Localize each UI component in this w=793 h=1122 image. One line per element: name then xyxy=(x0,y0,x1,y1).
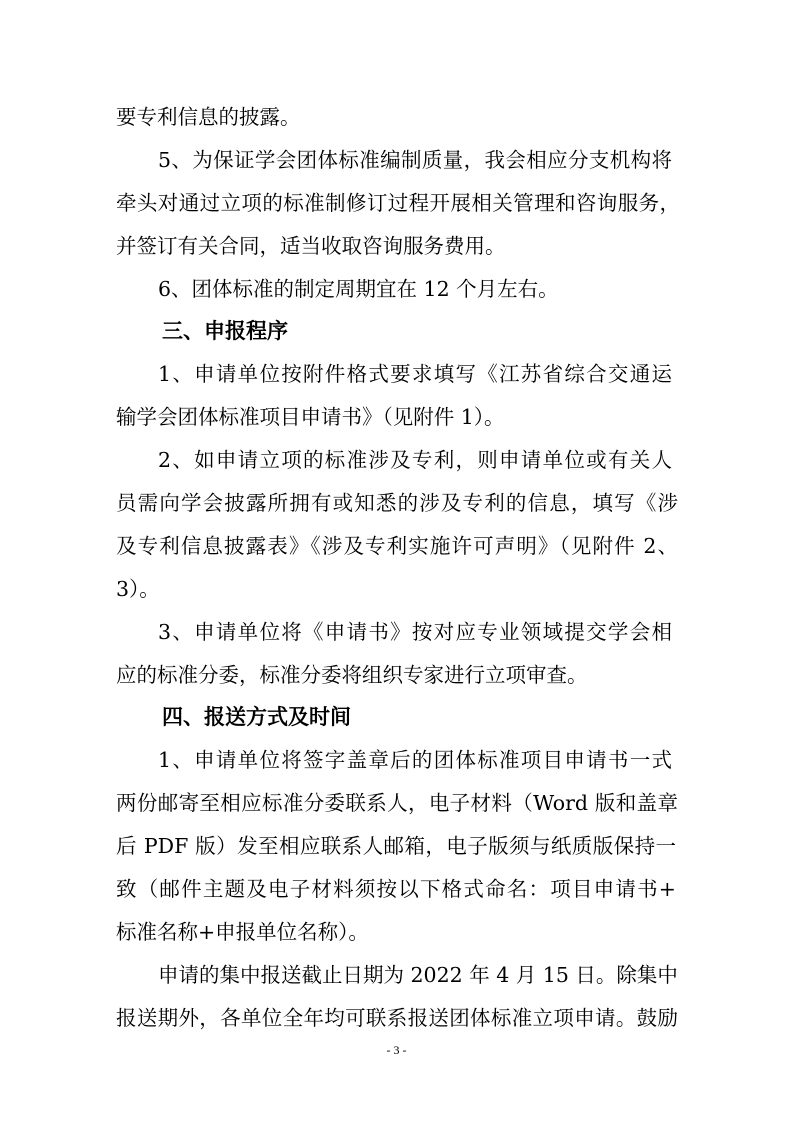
text-line: 1、申请单位按附件格式要求填写《江苏省综合交通运 xyxy=(158,362,672,386)
page-number: - 3 - xyxy=(386,1043,407,1057)
text-line: 标准名称+申报单位名称）。 xyxy=(116,920,369,944)
text-line: 报送期外，各单位全年均可联系报送团体标准立项申请。鼓励 xyxy=(116,1006,678,1030)
text-line: 2、如申请立项的标准涉及专利，则申请单位或有关人 xyxy=(158,448,672,472)
section-heading-4: 四、报送方式及时间 xyxy=(162,705,351,729)
text-line: 6、团体标准的制定周期宜在 12 个月左右。 xyxy=(158,277,559,301)
text-line: 应的标准分委，标准分委将组织专家进行立项审查。 xyxy=(116,663,588,687)
section-heading-3: 三、申报程序 xyxy=(162,319,288,343)
text-line: 1、申请单位将签字盖章后的团体标准项目申请书一式 xyxy=(158,748,672,772)
text-line: 致（邮件主题及电子材料须按以下格式命名：项目申请书+ xyxy=(116,877,676,901)
text-line: 员需向学会披露所拥有或知悉的涉及专利的信息，填写《涉 xyxy=(116,491,678,515)
text-line: 后 PDF 版）发至相应联系人邮箱，电子版须与纸质版保持一 xyxy=(116,834,676,858)
text-line: 并签订有关合同，适当收取咨询服务费用。 xyxy=(116,234,506,258)
text-line: 3）。 xyxy=(116,577,160,601)
text-line: 要专利信息的披露。 xyxy=(116,105,301,129)
text-line: 输学会团体标准项目申请书》（见附件 1）。 xyxy=(116,405,505,429)
text-line: 5、为保证学会团体标准编制质量，我会相应分支机构将 xyxy=(158,148,672,172)
text-line: 3、申请单位将《申请书》按对应专业领域提交学会相 xyxy=(158,620,672,644)
text-line: 申请的集中报送截止日期为 2022 年 4 月 15 日。除集中 xyxy=(158,963,678,987)
text-line: 两份邮寄至相应标准分委联系人，电子材料（Word 版和盖章 xyxy=(116,791,678,815)
text-line: 及专利信息披露表》《涉及专利实施许可声明》（见附件 2、 xyxy=(116,534,678,558)
text-line: 牵头对通过立项的标准制修订过程开展相关管理和咨询服务， xyxy=(116,191,680,215)
